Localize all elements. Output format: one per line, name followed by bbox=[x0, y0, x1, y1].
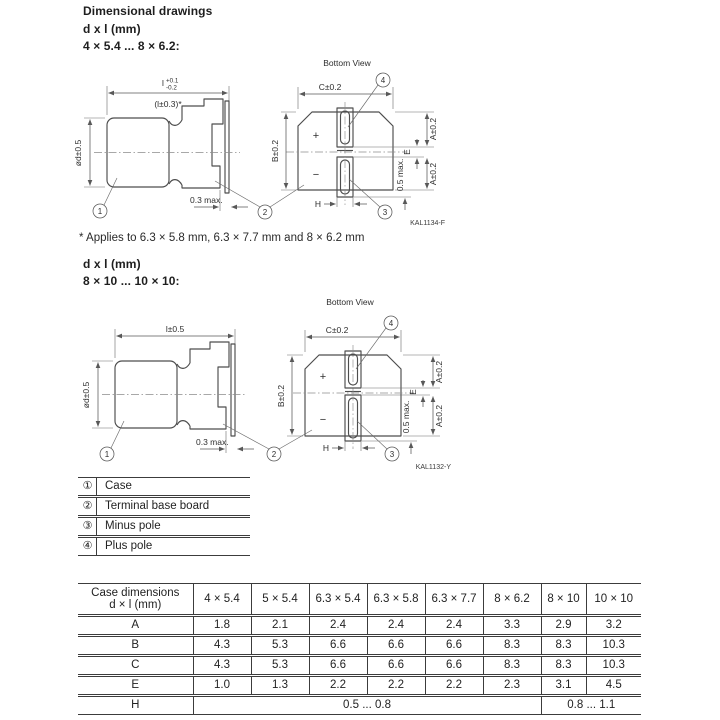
legend-num-2: ② bbox=[78, 497, 97, 517]
cell: 6.6 bbox=[425, 656, 483, 676]
center-lines bbox=[293, 345, 414, 449]
c-extension-lines bbox=[298, 87, 393, 109]
dimensional-drawing-1 bbox=[72, 57, 472, 233]
cell: 1.3 bbox=[251, 676, 309, 696]
column-header: 8 × 6.2 bbox=[483, 584, 541, 616]
legend-num-3: ③ bbox=[78, 517, 97, 537]
cell: 6.6 bbox=[309, 636, 367, 656]
cell: 4.3 bbox=[193, 656, 251, 676]
length-dim-sup: +0.1 bbox=[166, 77, 179, 85]
column-header: 6.3 × 5.8 bbox=[367, 584, 425, 616]
table-row-E bbox=[78, 676, 641, 696]
a-lower-dim-label: A±0.2 bbox=[434, 404, 444, 428]
bottom-view-2 bbox=[223, 297, 451, 471]
section2-dxl-heading: d x l (mm) bbox=[83, 257, 141, 271]
b-dim-label: B±0.2 bbox=[270, 139, 280, 163]
table-header-row bbox=[78, 584, 641, 616]
length-dim-label: l bbox=[162, 78, 164, 88]
a-upper-dim-label: A±0.2 bbox=[434, 360, 444, 384]
bottom-view-title: Bottom View bbox=[326, 297, 374, 307]
b-extension-lines bbox=[287, 355, 303, 436]
legend-table bbox=[78, 477, 250, 556]
seating-plate bbox=[225, 101, 229, 193]
cell: 3.2 bbox=[586, 616, 641, 636]
row-label: C bbox=[78, 656, 193, 676]
callout-2-number: 2 bbox=[262, 208, 268, 217]
length-dim-label: l±0.5 bbox=[165, 324, 185, 334]
cell: 5.3 bbox=[251, 656, 309, 676]
table-corner-header bbox=[78, 584, 193, 616]
legend-label-terminal-base-board: Terminal base board bbox=[97, 497, 251, 517]
column-header: 6.3 × 7.7 bbox=[425, 584, 483, 616]
callout-4-leader bbox=[348, 85, 378, 127]
c-dim-label: C±0.2 bbox=[318, 82, 342, 92]
h-dim-label: H bbox=[314, 199, 321, 209]
table-row-H bbox=[78, 696, 641, 715]
legend-row-terminal-base-board bbox=[78, 497, 250, 517]
cell: 2.2 bbox=[309, 676, 367, 696]
row-label: E bbox=[78, 676, 193, 696]
column-header: 8 × 10 bbox=[541, 584, 586, 616]
table-row-A bbox=[78, 616, 641, 636]
terminal-base-board-outline bbox=[190, 342, 229, 429]
bottom-view-1 bbox=[215, 58, 445, 227]
cell: 2.4 bbox=[367, 616, 425, 636]
cell: 1.8 bbox=[193, 616, 251, 636]
callout-4-number: 4 bbox=[388, 319, 394, 328]
minus-sign: − bbox=[312, 169, 320, 181]
section2-range-heading: 8 × 10 ... 10 × 10: bbox=[83, 274, 180, 288]
column-header: 5 × 5.4 bbox=[251, 584, 309, 616]
protrusion-dim-label: 0.5 max. bbox=[401, 400, 411, 434]
callout-4-number: 4 bbox=[380, 76, 386, 85]
footnote: * Applies to 6.3 × 5.8 mm, 6.3 × 7.7 mm and 8 × 6.2 mm bbox=[79, 232, 365, 244]
callout-2-number: 2 bbox=[271, 450, 277, 459]
legend-label-case: Case bbox=[97, 478, 251, 497]
gap-dim-label: 0.3 max. bbox=[196, 437, 229, 447]
cell: 2.3 bbox=[483, 676, 541, 696]
a-upper-dim-label: A±0.2 bbox=[428, 117, 438, 141]
page-title: Dimensional drawings bbox=[83, 4, 213, 18]
cell: 10.3 bbox=[586, 656, 641, 676]
cell: 2.2 bbox=[425, 676, 483, 696]
right-extension-lines bbox=[354, 112, 434, 197]
callout-4-leader bbox=[356, 328, 386, 369]
section1-range-heading: 4 × 5.4 ... 8 × 6.2: bbox=[83, 39, 180, 53]
diameter-dim-label: ød±0.5 bbox=[73, 139, 83, 167]
legend-label-plus-pole: Plus pole bbox=[97, 537, 251, 556]
terminal-base-board-outline bbox=[182, 99, 223, 188]
cell: 6.6 bbox=[367, 636, 425, 656]
c-dim-label: C±0.2 bbox=[325, 325, 349, 335]
h-extension-lines bbox=[337, 197, 353, 207]
cell: 6.6 bbox=[425, 636, 483, 656]
cell: 8.3 bbox=[483, 656, 541, 676]
legend-row-case bbox=[78, 478, 250, 497]
table-row-B bbox=[78, 636, 641, 656]
cell: 3.3 bbox=[483, 616, 541, 636]
cell: 2.1 bbox=[251, 616, 309, 636]
e-dim-label: E bbox=[408, 389, 418, 395]
cell: 4.5 bbox=[586, 676, 641, 696]
seating-plate bbox=[231, 344, 235, 436]
drawing-code-2: KAL1132-Y bbox=[415, 464, 451, 471]
b-dim-label: B±0.2 bbox=[276, 384, 286, 408]
callout-1-leader bbox=[111, 421, 124, 448]
callout-2-leaders bbox=[215, 181, 304, 207]
corner-header-line2: d × l (mm) bbox=[109, 599, 162, 611]
cell: 8.3 bbox=[541, 636, 586, 656]
diameter-dim-label: ød±0.5 bbox=[81, 381, 91, 409]
legend-row-plus-pole bbox=[78, 537, 250, 556]
protrusion-dim-label: 0.5 max. bbox=[395, 158, 405, 192]
row-label: A bbox=[78, 616, 193, 636]
dimensional-drawing-2 bbox=[72, 293, 472, 477]
callout-3-number: 3 bbox=[389, 450, 395, 459]
h-dim-label: H bbox=[322, 443, 329, 453]
cell: 8.3 bbox=[483, 636, 541, 656]
merged-cell-h-large: 0.8 ... 1.1 bbox=[541, 696, 641, 715]
legend-row-minus-pole bbox=[78, 517, 250, 537]
e-dim-label: E bbox=[402, 149, 412, 155]
section1-dxl-heading: d x l (mm) bbox=[83, 22, 141, 36]
cell: 2.4 bbox=[309, 616, 367, 636]
callout-3-leader bbox=[349, 179, 380, 207]
cell: 2.2 bbox=[367, 676, 425, 696]
cell: 6.6 bbox=[309, 656, 367, 676]
side-view-1 bbox=[73, 78, 248, 219]
cell: 2.9 bbox=[541, 616, 586, 636]
column-header: 6.3 × 5.4 bbox=[309, 584, 367, 616]
minus-sign: − bbox=[319, 414, 327, 426]
legend-num-4: ④ bbox=[78, 537, 97, 556]
case-dimensions-table bbox=[78, 583, 641, 715]
cell: 2.4 bbox=[425, 616, 483, 636]
cell: 3.1 bbox=[541, 676, 586, 696]
callout-1-leader bbox=[104, 178, 117, 205]
cell: 8.3 bbox=[541, 656, 586, 676]
callout-1-number: 1 bbox=[104, 450, 110, 459]
legend-label-minus-pole: Minus pole bbox=[97, 517, 251, 537]
cell: 5.3 bbox=[251, 636, 309, 656]
column-header: 10 × 10 bbox=[586, 584, 641, 616]
cell: 4.3 bbox=[193, 636, 251, 656]
row-label: B bbox=[78, 636, 193, 656]
length-alt-dim-label: (l±0.3)* bbox=[154, 99, 182, 109]
a-lower-dim-label: A±0.2 bbox=[428, 162, 438, 186]
gap-dim-label: 0.3 max. bbox=[190, 195, 223, 205]
merged-cell-h-small: 0.5 ... 0.8 bbox=[193, 696, 541, 715]
b-extension-lines bbox=[281, 112, 296, 190]
column-header: 4 × 5.4 bbox=[193, 584, 251, 616]
plus-sign: + bbox=[319, 371, 327, 383]
corner-header-line1: Case dimensions bbox=[91, 587, 180, 599]
length-dim-sub: -0.2 bbox=[166, 84, 177, 92]
callout-2-leaders bbox=[223, 424, 312, 449]
legend-num-1: ① bbox=[78, 478, 97, 497]
bottom-view-title: Bottom View bbox=[323, 58, 371, 68]
plus-sign: + bbox=[312, 130, 320, 142]
callout-1-number: 1 bbox=[97, 207, 103, 216]
row-label: H bbox=[78, 696, 193, 715]
cell: 10.3 bbox=[586, 636, 641, 656]
cell: 6.6 bbox=[367, 656, 425, 676]
callout-3-number: 3 bbox=[382, 208, 388, 217]
table-row-C bbox=[78, 656, 641, 676]
drawing-code-1: KAL1134-F bbox=[410, 220, 445, 227]
cell: 1.0 bbox=[193, 676, 251, 696]
side-view-2 bbox=[81, 324, 254, 461]
